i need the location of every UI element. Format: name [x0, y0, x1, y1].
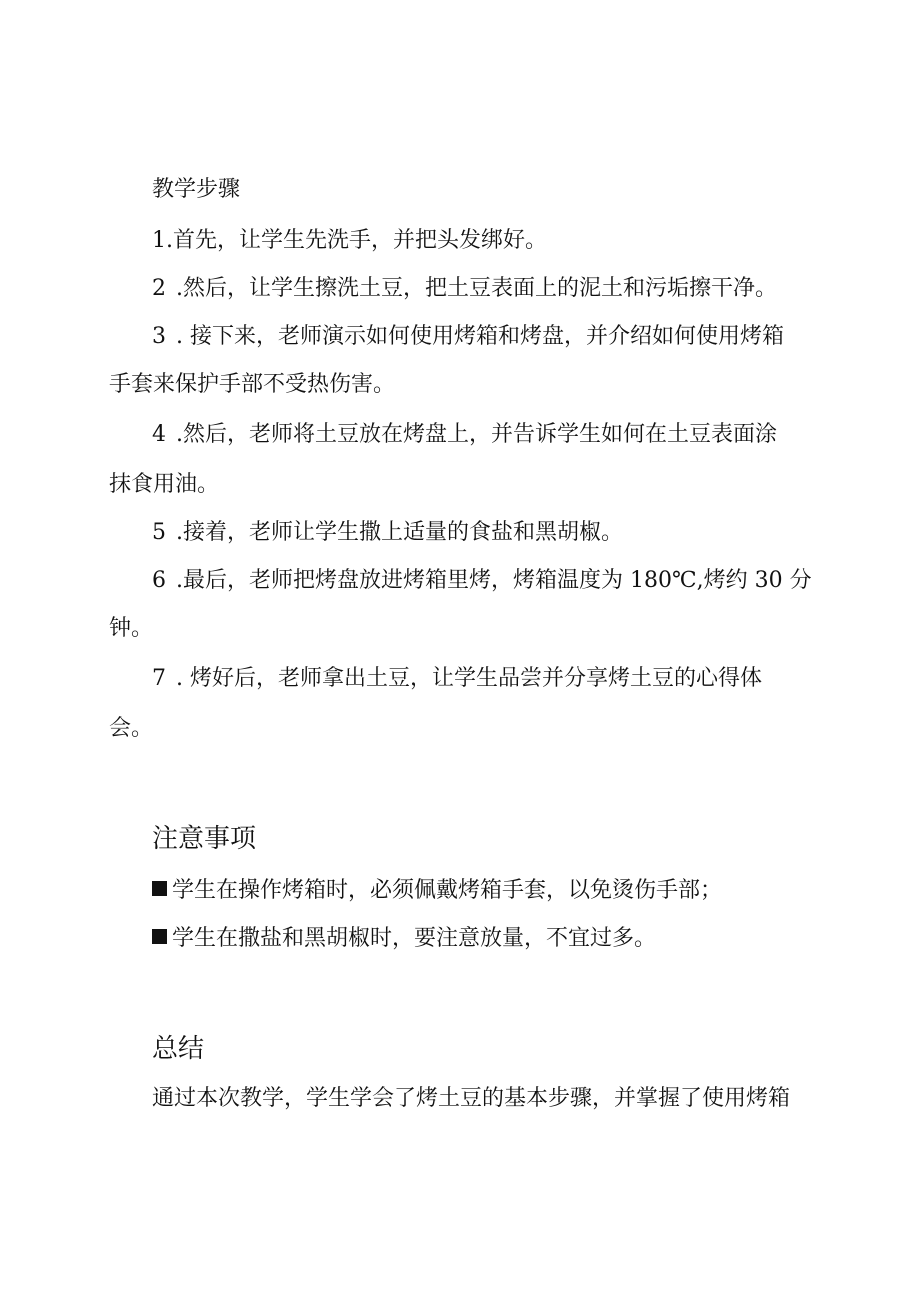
step-4: [152, 420, 832, 450]
step-6-continuation: 钟。: [109, 616, 154, 641]
step-text: .然后，让学生擦洗土豆，把土豆表面上的泥土和污垢擦干净。: [176, 276, 777, 301]
step-number: 4: [152, 422, 166, 447]
step-text: 首先，让学生先洗手，并把头发绑好。: [173, 228, 548, 253]
step-number: 5: [152, 520, 166, 545]
summary-text: 通过本次教学，学生学会了烤土豆的基本步骤，并掌握了使用烤箱: [152, 1086, 791, 1111]
step-text: .接着，老师让学生撒上适量的食盐和黑胡椒。: [176, 520, 623, 545]
section-title-summary: 总结: [152, 1034, 205, 1064]
step-7-continuation: 会。: [109, 716, 154, 741]
precaution-item: [152, 924, 832, 954]
step-number: 1.: [152, 228, 173, 253]
step-4-continuation: 抹食用油。: [109, 472, 220, 497]
precaution-text: 学生在撒盐和黑胡椒时，要注意放量，不宜过多。: [172, 926, 657, 951]
step-number: 7: [152, 666, 166, 691]
step-5: [152, 518, 832, 548]
step-text: . 接下来，老师演示如何使用烤箱和烤盘，并介绍如何使用烤箱: [176, 324, 784, 349]
precaution-text: 学生在操作烤箱时，必须佩戴烤箱手套，以免烫伤手部；: [172, 878, 723, 903]
step-2: [152, 274, 832, 304]
step-3: [152, 322, 832, 352]
step-text: .最后，老师把烤盘放进烤箱里烤，烤箱温度为 180℃,烤约 30 分: [176, 568, 812, 593]
step-text: .然后，老师将土豆放在烤盘上，并告诉学生如何在土豆表面涂: [176, 422, 777, 447]
step-3-continuation: 手套来保护手部不受热伤害。: [109, 372, 396, 397]
step-6: [152, 566, 832, 596]
step-number: 6: [152, 568, 166, 593]
square-bullet-icon: [152, 881, 167, 896]
step-7: [152, 664, 832, 694]
step-1: [152, 226, 832, 256]
section-title-teaching-steps: 教学步骤: [152, 177, 241, 202]
section-title-precautions: 注意事项: [152, 824, 257, 854]
square-bullet-icon: [152, 929, 167, 944]
step-number: 3: [152, 324, 166, 349]
precaution-item: [152, 876, 832, 906]
step-text: . 烤好后，老师拿出土豆，让学生品尝并分享烤土豆的心得体: [176, 666, 762, 691]
step-number: 2: [152, 276, 166, 301]
